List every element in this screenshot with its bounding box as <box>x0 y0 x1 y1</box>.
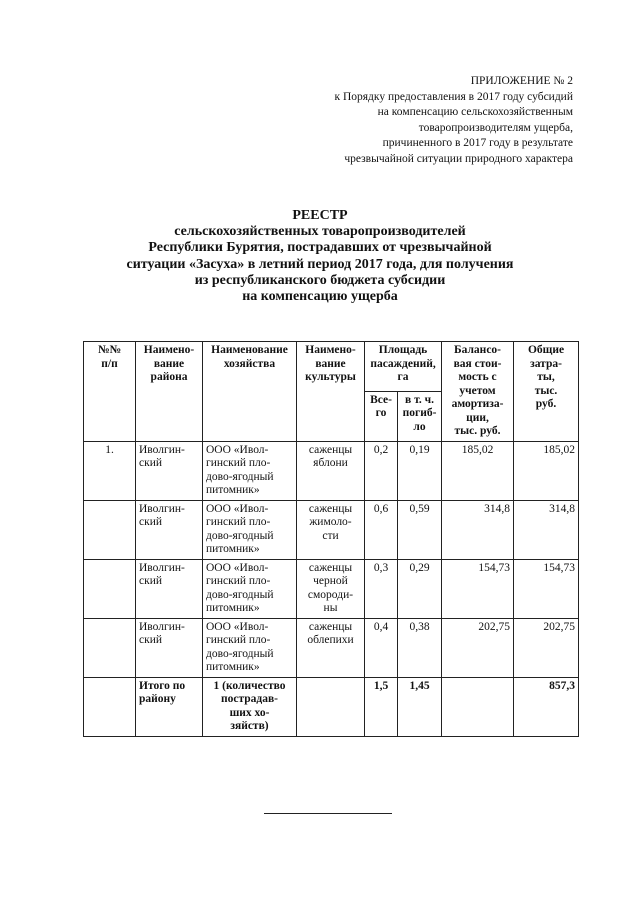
appendix-block <box>273 74 573 167</box>
cell-balance: 314,8 <box>442 500 514 559</box>
cell-area-dead: 0,59 <box>398 500 442 559</box>
title-line: РЕЕСТР <box>292 208 348 223</box>
total-label: Итого по району <box>136 677 203 736</box>
title-line: Республики Бурятия, пострадавших от чрезвычайной <box>148 240 492 256</box>
cell-num <box>84 500 136 559</box>
cell-total-cost: 154,73 <box>514 559 579 618</box>
header-district: Наимено- вание района <box>136 342 203 442</box>
table-row <box>84 618 579 677</box>
cell-total-cost: 314,8 <box>514 500 579 559</box>
appendix-line: на компенсацию сельскохозяйственным <box>377 106 573 118</box>
cell-area-total: 0,4 <box>365 618 398 677</box>
table-row <box>84 559 579 618</box>
cell-balance: 154,73 <box>442 559 514 618</box>
cell-total-cost: 185,02 <box>514 441 579 500</box>
cell-num <box>84 677 136 736</box>
cell-farm: ООО «Ивол- гинский пло- дово-ягодный питомник» <box>203 559 297 618</box>
registry-table <box>83 341 579 737</box>
header-balance: Балансо- вая стои- мость с учетом амортиза- ции, тыс. руб. <box>442 342 514 442</box>
table-row <box>84 441 579 500</box>
cell-area-dead: 0,38 <box>398 618 442 677</box>
document-title <box>60 208 580 305</box>
header-area-total: Все- го <box>365 391 398 441</box>
cell-farm: ООО «Ивол- гинский пло- дово-ягодный питомник» <box>203 618 297 677</box>
cell-crop <box>297 677 365 736</box>
cell-balance: 202,75 <box>442 618 514 677</box>
header-total-cost: Общие затра- ты, тыс. руб. <box>514 342 579 442</box>
title-line: сельскохозяйственных товаропроизводителей <box>174 224 466 240</box>
total-area-dead: 1,45 <box>398 677 442 736</box>
total-cost: 857,3 <box>514 677 579 736</box>
cell-num: 1. <box>84 441 136 500</box>
total-farm: 1 (количество пострадав- ших хо- зяйств) <box>203 677 297 736</box>
appendix-line: к Порядку предоставления в 2017 году субсидий <box>334 90 573 103</box>
appendix-line: причиненного в 2017 году в результате <box>382 137 573 149</box>
header-area-dead: в т. ч. погиб- ло <box>398 391 442 441</box>
appendix-line: чрезвычайной ситуации природного характера <box>344 152 573 165</box>
cell-district: Иволгин- ский <box>136 441 203 500</box>
table-header-row <box>84 342 579 392</box>
cell-num <box>84 618 136 677</box>
cell-district: Иволгин- ский <box>136 559 203 618</box>
cell-area-total: 0,3 <box>365 559 398 618</box>
cell-crop: саженцы облепихи <box>297 618 365 677</box>
cell-balance <box>442 677 514 736</box>
appendix-line: товаропроизводителям ущерба, <box>418 121 573 134</box>
cell-area-total: 0,6 <box>365 500 398 559</box>
cell-crop: саженцы черной смороди- ны <box>297 559 365 618</box>
header-farm: Наименование хозяйства <box>203 342 297 442</box>
cell-farm: ООО «Ивол- гинский пло- дово-ягодный питомник» <box>203 441 297 500</box>
footer-divider <box>264 813 392 814</box>
header-num: №№ п/п <box>84 342 136 442</box>
cell-area-dead: 0,19 <box>398 441 442 500</box>
cell-district: Иволгин- ский <box>136 618 203 677</box>
title-line: на компенсацию ущерба <box>242 289 398 305</box>
cell-num <box>84 559 136 618</box>
cell-total-cost: 202,75 <box>514 618 579 677</box>
cell-crop: саженцы жимоло- сти <box>297 500 365 559</box>
title-line: ситуации «Засуха» в летний период 2017 года, для получения <box>126 256 514 272</box>
total-area-total: 1,5 <box>365 677 398 736</box>
table-total-row <box>84 677 579 736</box>
cell-district: Иволгин- ский <box>136 500 203 559</box>
cell-area-dead: 0,29 <box>398 559 442 618</box>
header-area: Площадь пасаждений, га <box>365 342 442 392</box>
cell-crop: саженцы яблони <box>297 441 365 500</box>
cell-farm: ООО «Ивол- гинский пло- дово-ягодный питомник» <box>203 500 297 559</box>
header-crop: Наимено- вание культуры <box>297 342 365 442</box>
appendix-line: ПРИЛОЖЕНИЕ № 2 <box>470 75 573 87</box>
cell-area-total: 0,2 <box>365 441 398 500</box>
cell-balance: 185,02 <box>442 441 514 500</box>
title-line: из республиканского бюджета субсидии <box>194 272 446 288</box>
table-row <box>84 500 579 559</box>
